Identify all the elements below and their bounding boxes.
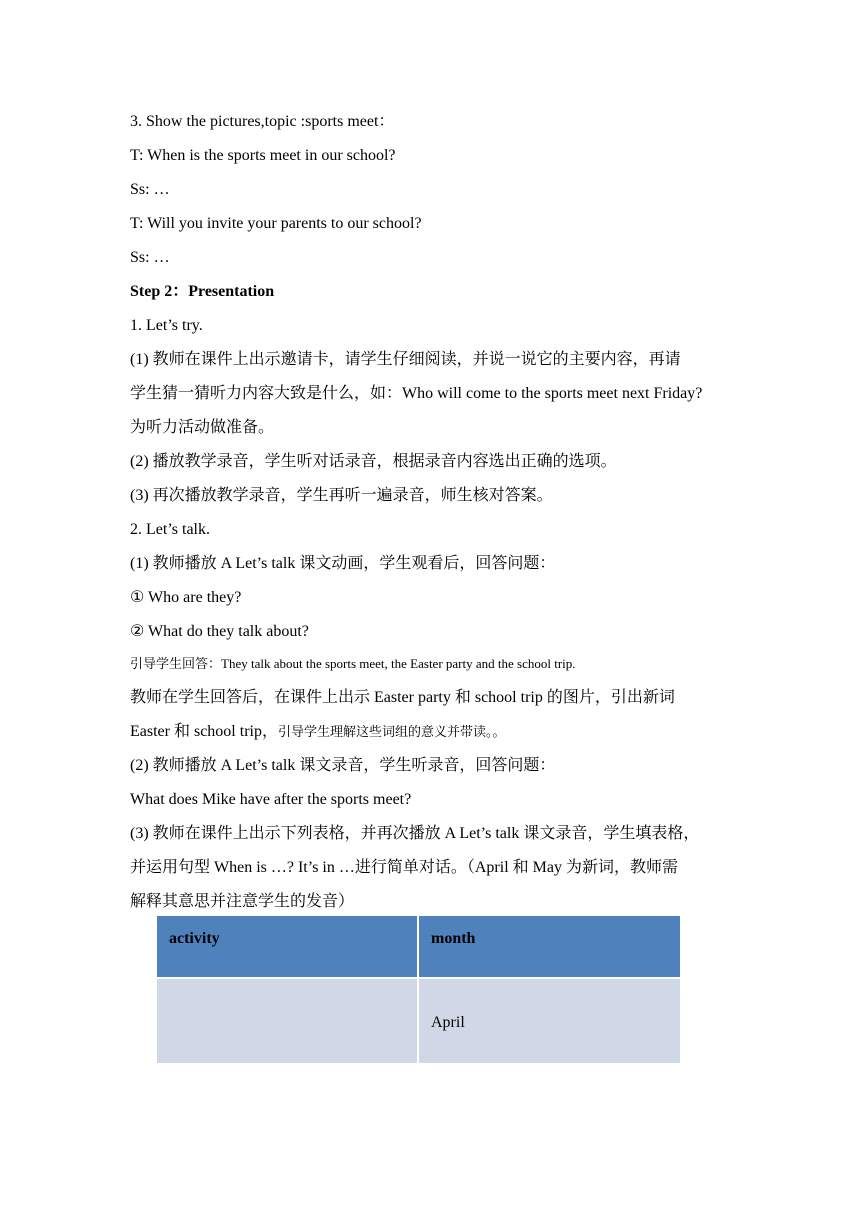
text-line: 1. Let’s try. [130, 317, 203, 334]
text-line [130, 722, 742, 742]
table-header-cell: activity [157, 916, 417, 977]
text-line: T: When is the sports meet in our school? [130, 147, 396, 164]
text-line: 解释其意思并注意学生的发音） [130, 893, 355, 910]
text-line: 2. Let’s talk. [130, 521, 210, 538]
text-line: (3) 再次播放教学录音，学生再听一遍录音，师生核对答案。 [130, 487, 553, 504]
text-line: What does Mike have after the sports meet? [130, 791, 412, 808]
table-header-cell: month [419, 916, 680, 977]
text-span: Easter 和 school trip， [130, 723, 278, 740]
activity-table [157, 916, 680, 1063]
text-line: Ss: … [130, 249, 170, 266]
text-line: ② What do they talk about? [130, 623, 309, 640]
text-line: (1) 教师播放 A Let’s talk 课文动画，学生观看后，回答问题： [130, 555, 556, 572]
text-line: 为听力活动做准备。 [130, 419, 275, 436]
text-line: Ss: … [130, 181, 170, 198]
text-span: 引导学生理解这些词组的意义并带读。。 [277, 724, 506, 739]
text-line: (2) 播放教学录音，学生听对话录音，根据录音内容选出正确的选项。 [130, 453, 617, 470]
text-line: (2) 教师播放 A Let’s talk 课文录音，学生听录音，回答问题： [130, 757, 556, 774]
table-cell: April [419, 979, 680, 1063]
text-line: ① Who are they? [130, 589, 242, 606]
section-heading: Step 2：Presentation [130, 283, 275, 300]
text-line: 并运用句型 When is …? It’s in …进行简单对话。（April 和 May 为新词，教师需 [130, 859, 678, 876]
table-cell [157, 979, 417, 1063]
text-line: (1) 教师在课件上出示邀请卡，请学生仔细阅读，并说一说它的主要内容，再请 [130, 351, 681, 368]
text-line: T: Will you invite your parents to our school? [130, 215, 422, 232]
text-line: 3. Show the pictures,topic :sports meet： [130, 113, 395, 130]
text-line: 引导学生回答：They talk about the sports meet, the Easter party and the school trip. [130, 656, 576, 671]
text-line: 教师在学生回答后，在课件上出示 Easter party 和 school trip 的图片，引出新词 [130, 689, 675, 706]
text-line: 学生猜一猜听力内容大致是什么，如：Who will come to the sports meet next Friday? [130, 385, 703, 402]
text-line: (3) 教师在课件上出示下列表格，并再次播放 A Let’s talk 课文录音，学生填表格， [130, 825, 700, 842]
